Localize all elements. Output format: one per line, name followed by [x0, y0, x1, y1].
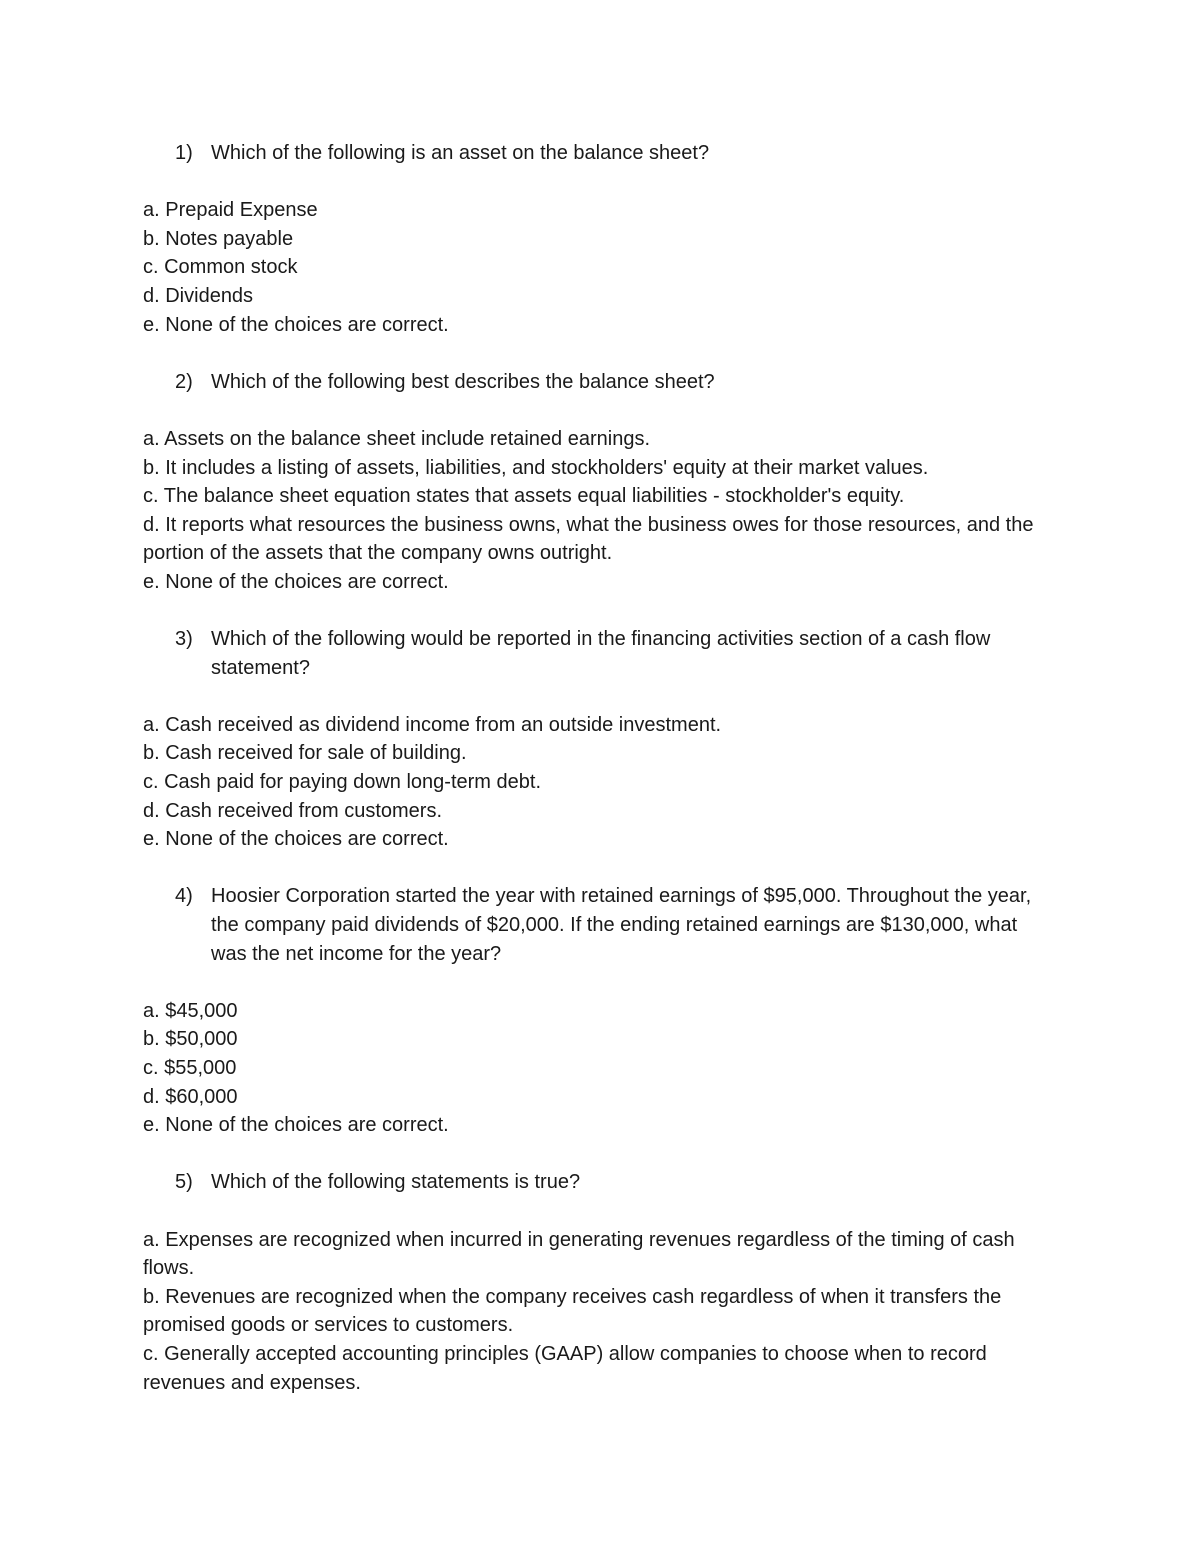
question-number: 3) — [175, 628, 193, 651]
choice-item: c. $55,000 — [143, 1057, 237, 1079]
choice-item: b. Revenues are recognized when the company receives cash regardless of when it transfers the promised goods or services to customers. — [143, 1285, 1002, 1337]
choice-list — [143, 711, 1058, 854]
question-2 — [143, 368, 1058, 397]
choice-item: e. None of the choices are correct. — [143, 1114, 449, 1137]
choice-item: b. It includes a listing of assets, liabilities, and stockholders' equity at their market values. — [143, 456, 929, 479]
choice-item: d. $60,000 — [143, 1085, 238, 1108]
choice-list — [143, 196, 1058, 339]
question-text: Hoosier Corporation started the year with retained earnings of $95,000. Throughout the year, the company paid dividends of $20,000. If the ending retained earnings are $130,000, what was the net income for the year? — [211, 885, 1032, 965]
choice-item: d. Cash received from customers. — [143, 799, 442, 822]
choice-item: a. $45,000 — [143, 999, 238, 1022]
question-1 — [143, 139, 1058, 168]
choice-item: a. Expenses are recognized when incurred in generating revenues regardless of the timing of cash flows. — [143, 1228, 1015, 1280]
choice-item: a. Cash received as dividend income from an outside investment. — [143, 713, 722, 736]
choice-item: c. The balance sheet equation states that assets equal liabilities - stockholder's equity. — [143, 485, 905, 508]
question-text: Which of the following statements is true? — [211, 1171, 581, 1194]
question-number: 2) — [175, 370, 193, 393]
question-number: 1) — [175, 142, 193, 164]
choice-item: c. Generally accepted accounting principles (GAAP) allow companies to choose when to record revenues and expenses. — [143, 1342, 987, 1394]
choice-item: d. It reports what resources the business owns, what the business owes for those resources, and the portion of the assets that the company owns outright. — [143, 513, 1034, 565]
document-page — [143, 139, 1058, 1397]
choice-item: a. Assets on the balance sheet include retained earnings. — [143, 427, 651, 450]
question-3 — [143, 625, 1058, 682]
question-text: Which of the following is an asset on the balance sheet? — [211, 142, 710, 164]
question-number: 4) — [175, 885, 193, 908]
choice-item: d. Dividends — [143, 284, 254, 307]
choice-list — [143, 425, 1058, 597]
choice-item: c. Common stock — [143, 256, 298, 279]
choice-item: b. $50,000 — [143, 1028, 238, 1051]
question-4 — [143, 882, 1058, 968]
choice-item: e. None of the choices are correct. — [143, 828, 449, 851]
choice-list — [143, 1226, 1058, 1398]
choice-item: e. None of the choices are correct. — [143, 570, 449, 593]
choice-list — [143, 997, 1058, 1140]
choice-item: b. Cash received for sale of building. — [143, 742, 467, 765]
choice-item: e. None of the choices are correct. — [143, 313, 449, 336]
choice-item: b. Notes payable — [143, 227, 294, 250]
choice-item: a. Prepaid Expense — [143, 199, 318, 222]
choice-item: c. Cash paid for paying down long-term debt. — [143, 771, 541, 794]
question-number: 5) — [175, 1171, 193, 1194]
question-text: Which of the following best describes the balance sheet? — [211, 370, 715, 393]
question-text: Which of the following would be reported in the financing activities section of a cash flow statement? — [211, 628, 991, 679]
question-5 — [143, 1168, 1058, 1197]
